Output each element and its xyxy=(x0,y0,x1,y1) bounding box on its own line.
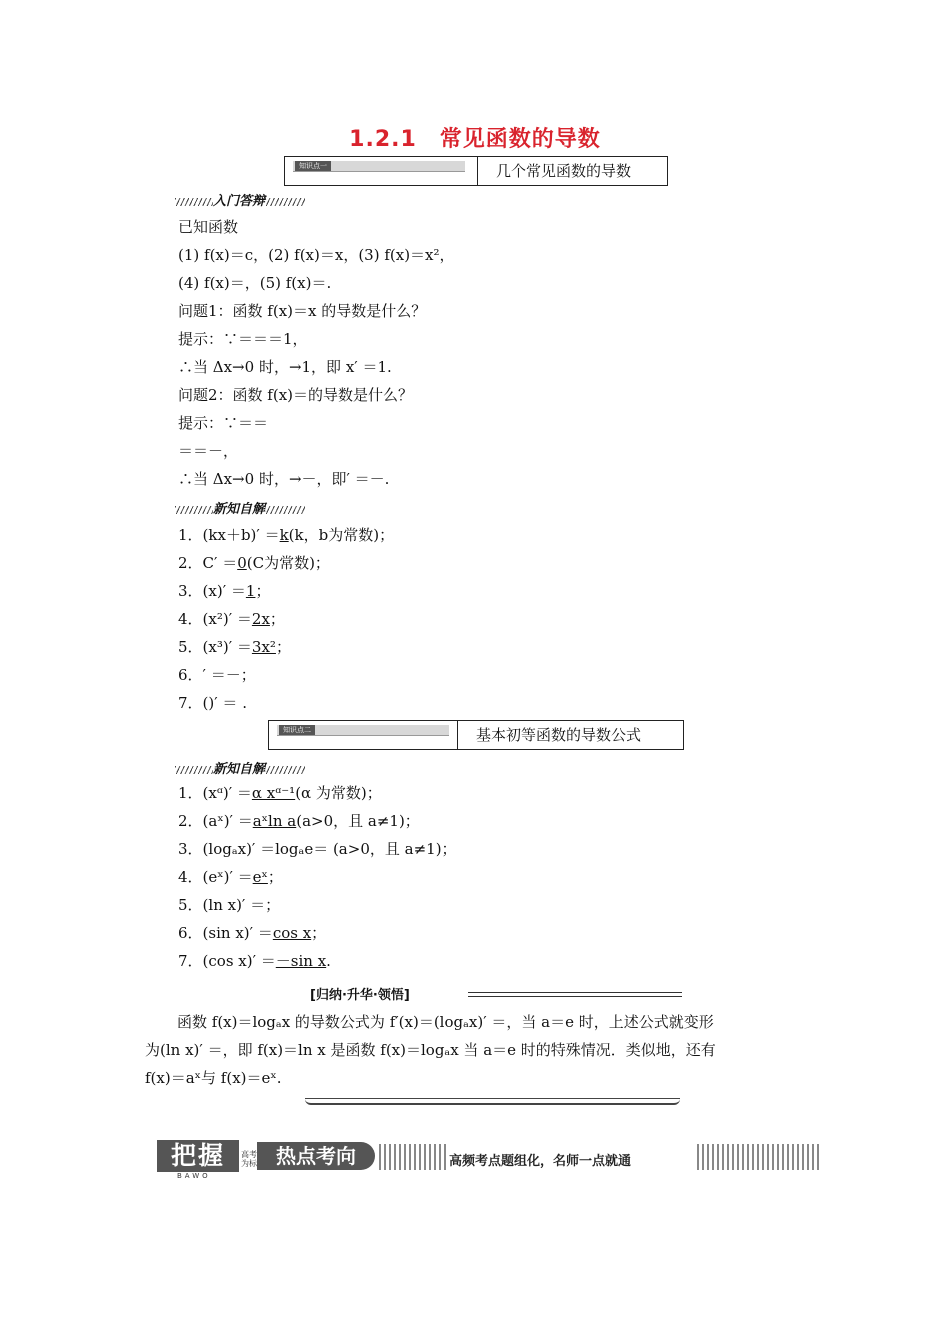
section-head-label: 新知自解 xyxy=(213,762,266,777)
summary-head-label: [归纳·升华·领悟] xyxy=(310,988,410,1003)
formula-text: 7．(cos x)′ ＝ xyxy=(178,952,276,970)
intro-line: 问题2：函数 f(x)＝的导数是什么？ xyxy=(178,386,414,404)
formula-line xyxy=(178,810,420,832)
formula-line xyxy=(178,552,330,574)
knowledge-tag: 知识点二 xyxy=(279,725,315,735)
stripe-decoration xyxy=(175,506,213,514)
intro-line: 已知函数 xyxy=(178,218,239,236)
stripe-decoration xyxy=(175,198,213,206)
page-title: 1.2.1 常见函数的导数 xyxy=(349,127,601,152)
stripe-decoration xyxy=(175,766,213,774)
formula-text: 2．C′ ＝ xyxy=(178,554,238,572)
formula-text: 6．′ ＝－； xyxy=(178,666,256,684)
knowledge-point-1-box xyxy=(284,156,668,186)
formula-line xyxy=(178,636,291,658)
formula-answer: 2x xyxy=(251,610,270,628)
formula-text: 4．(x²)′ ＝ xyxy=(178,610,252,628)
formula-answer: 0 xyxy=(237,554,247,572)
formula-line xyxy=(178,692,247,714)
formula-answer: eˣ xyxy=(252,868,268,886)
section-head-xinzhi-1 xyxy=(175,498,305,517)
formula-text: 7．()′ ＝ . xyxy=(178,694,247,712)
formula-text: 1．(xᵅ)′ ＝ xyxy=(178,784,252,802)
knowledge-tag-bar xyxy=(293,161,465,172)
intro-line: 提示：∵＝＝＝1， xyxy=(178,330,308,348)
formula-line xyxy=(178,950,331,972)
formula-text: 5．(ln x)′ ＝； xyxy=(178,896,281,914)
stripe-decoration xyxy=(265,506,305,514)
formula-answer: k xyxy=(279,526,289,544)
formula-line xyxy=(178,664,256,686)
stripe-decoration xyxy=(265,766,305,774)
summary-head-rule xyxy=(468,992,682,997)
formula-line xyxy=(178,608,285,630)
formula-line xyxy=(178,524,394,546)
knowledge-point-2-box xyxy=(268,720,684,750)
intro-line: 问题1：函数 f(x)＝x 的导数是什么？ xyxy=(178,302,427,320)
formula-answer: cos x xyxy=(272,924,312,942)
banner-small-label: 高考为标 xyxy=(241,1150,257,1168)
knowledge-label: 基本初等函数的导数公式 xyxy=(457,721,684,749)
banner-slogan: 高频考点题组化，名师一点就通 xyxy=(449,1154,632,1169)
formula-text: 4．(eˣ)′ ＝ xyxy=(178,868,253,886)
banner-sub-label: BAWO xyxy=(177,1172,211,1180)
formula-text: 6．(sin x)′ ＝ xyxy=(178,924,273,942)
summary-line: 为(ln x)′ ＝，即 f(x)＝ln x 是函数 f(x)＝logₐx 当 a＝e 时的特殊情况．类似地，还有 xyxy=(145,1041,716,1059)
formula-text: 5．(x³)′ ＝ xyxy=(178,638,252,656)
formula-text: 1．(kx＋b)′ ＝ xyxy=(178,526,280,544)
formula-answer: 3x² xyxy=(251,638,276,656)
intro-line: ＝＝－， xyxy=(178,442,239,460)
summary-line: 函数 f(x)＝logₐx 的导数公式为 f′(x)＝(logₐx)′ ＝，当 a＝e 时，上述公式就变形 xyxy=(177,1013,714,1031)
banner-main-label: 把握 xyxy=(157,1140,239,1172)
summary-bottom-rule xyxy=(305,1098,680,1105)
banner-hot-label: 热点考向 xyxy=(257,1142,375,1170)
formula-text: 3．(logₐx)′ ＝logₐe＝ (a>0，且 a≠1)； xyxy=(178,840,457,858)
formula-text: (α 为常数)； xyxy=(295,784,382,802)
formula-answer: α xᵅ⁻¹ xyxy=(251,784,296,802)
section-head-rumen xyxy=(175,190,305,209)
section-head-xinzhi-2 xyxy=(175,758,305,777)
formula-line xyxy=(178,782,382,804)
stripe-decoration xyxy=(265,198,305,206)
formula-line xyxy=(178,866,283,888)
banner-ticks-decoration xyxy=(697,1144,822,1170)
intro-line: ∴当 Δx→0 时，→－，即′ ＝－. xyxy=(178,470,390,488)
formula-text: (C为常数)； xyxy=(246,554,330,572)
formula-line xyxy=(178,580,270,602)
section-head-label: 入门答辩 xyxy=(213,194,266,209)
formula-text: ； xyxy=(275,638,291,656)
intro-line: 提示：∵＝＝ xyxy=(178,414,269,432)
formula-line xyxy=(178,894,280,916)
intro-line: (1) f(x)＝c，(2) f(x)＝x，(3) f(x)＝x²， xyxy=(178,246,455,264)
section-head-label: 新知自解 xyxy=(213,502,266,517)
formula-text: (a>0，且 a≠1)； xyxy=(296,812,420,830)
knowledge-tag: 知识点一 xyxy=(295,161,331,171)
knowledge-tag-bar xyxy=(277,725,449,736)
formula-text: ； xyxy=(311,924,327,942)
intro-line: (4) f(x)＝，(5) f(x)＝. xyxy=(178,274,332,292)
summary-line: f(x)＝aˣ与 f(x)＝eˣ. xyxy=(145,1069,282,1087)
intro-line: ∴当 Δx→0 时，→1，即 x′ ＝1. xyxy=(178,358,392,376)
summary-head xyxy=(310,984,682,1002)
formula-line xyxy=(178,922,326,944)
summary-paragraph xyxy=(145,1008,810,1092)
formula-text: ； xyxy=(255,582,271,600)
formula-answer: 1 xyxy=(245,582,256,600)
formula-text: (k，b为常数)； xyxy=(288,526,395,544)
formula-answer: aˣln a xyxy=(252,812,297,830)
formula-text: ； xyxy=(267,868,283,886)
formula-text: 2．(aˣ)′ ＝ xyxy=(178,812,253,830)
formula-text: 3．(x)′ ＝ xyxy=(178,582,246,600)
formula-answer: －sin x xyxy=(275,952,327,970)
knowledge-label: 几个常见函数的导数 xyxy=(477,157,668,185)
bawo-banner xyxy=(157,1140,822,1180)
formula-text: . xyxy=(326,952,331,970)
formula-line xyxy=(178,838,457,860)
formula-text: ； xyxy=(269,610,285,628)
banner-ticks-decoration xyxy=(379,1144,447,1170)
